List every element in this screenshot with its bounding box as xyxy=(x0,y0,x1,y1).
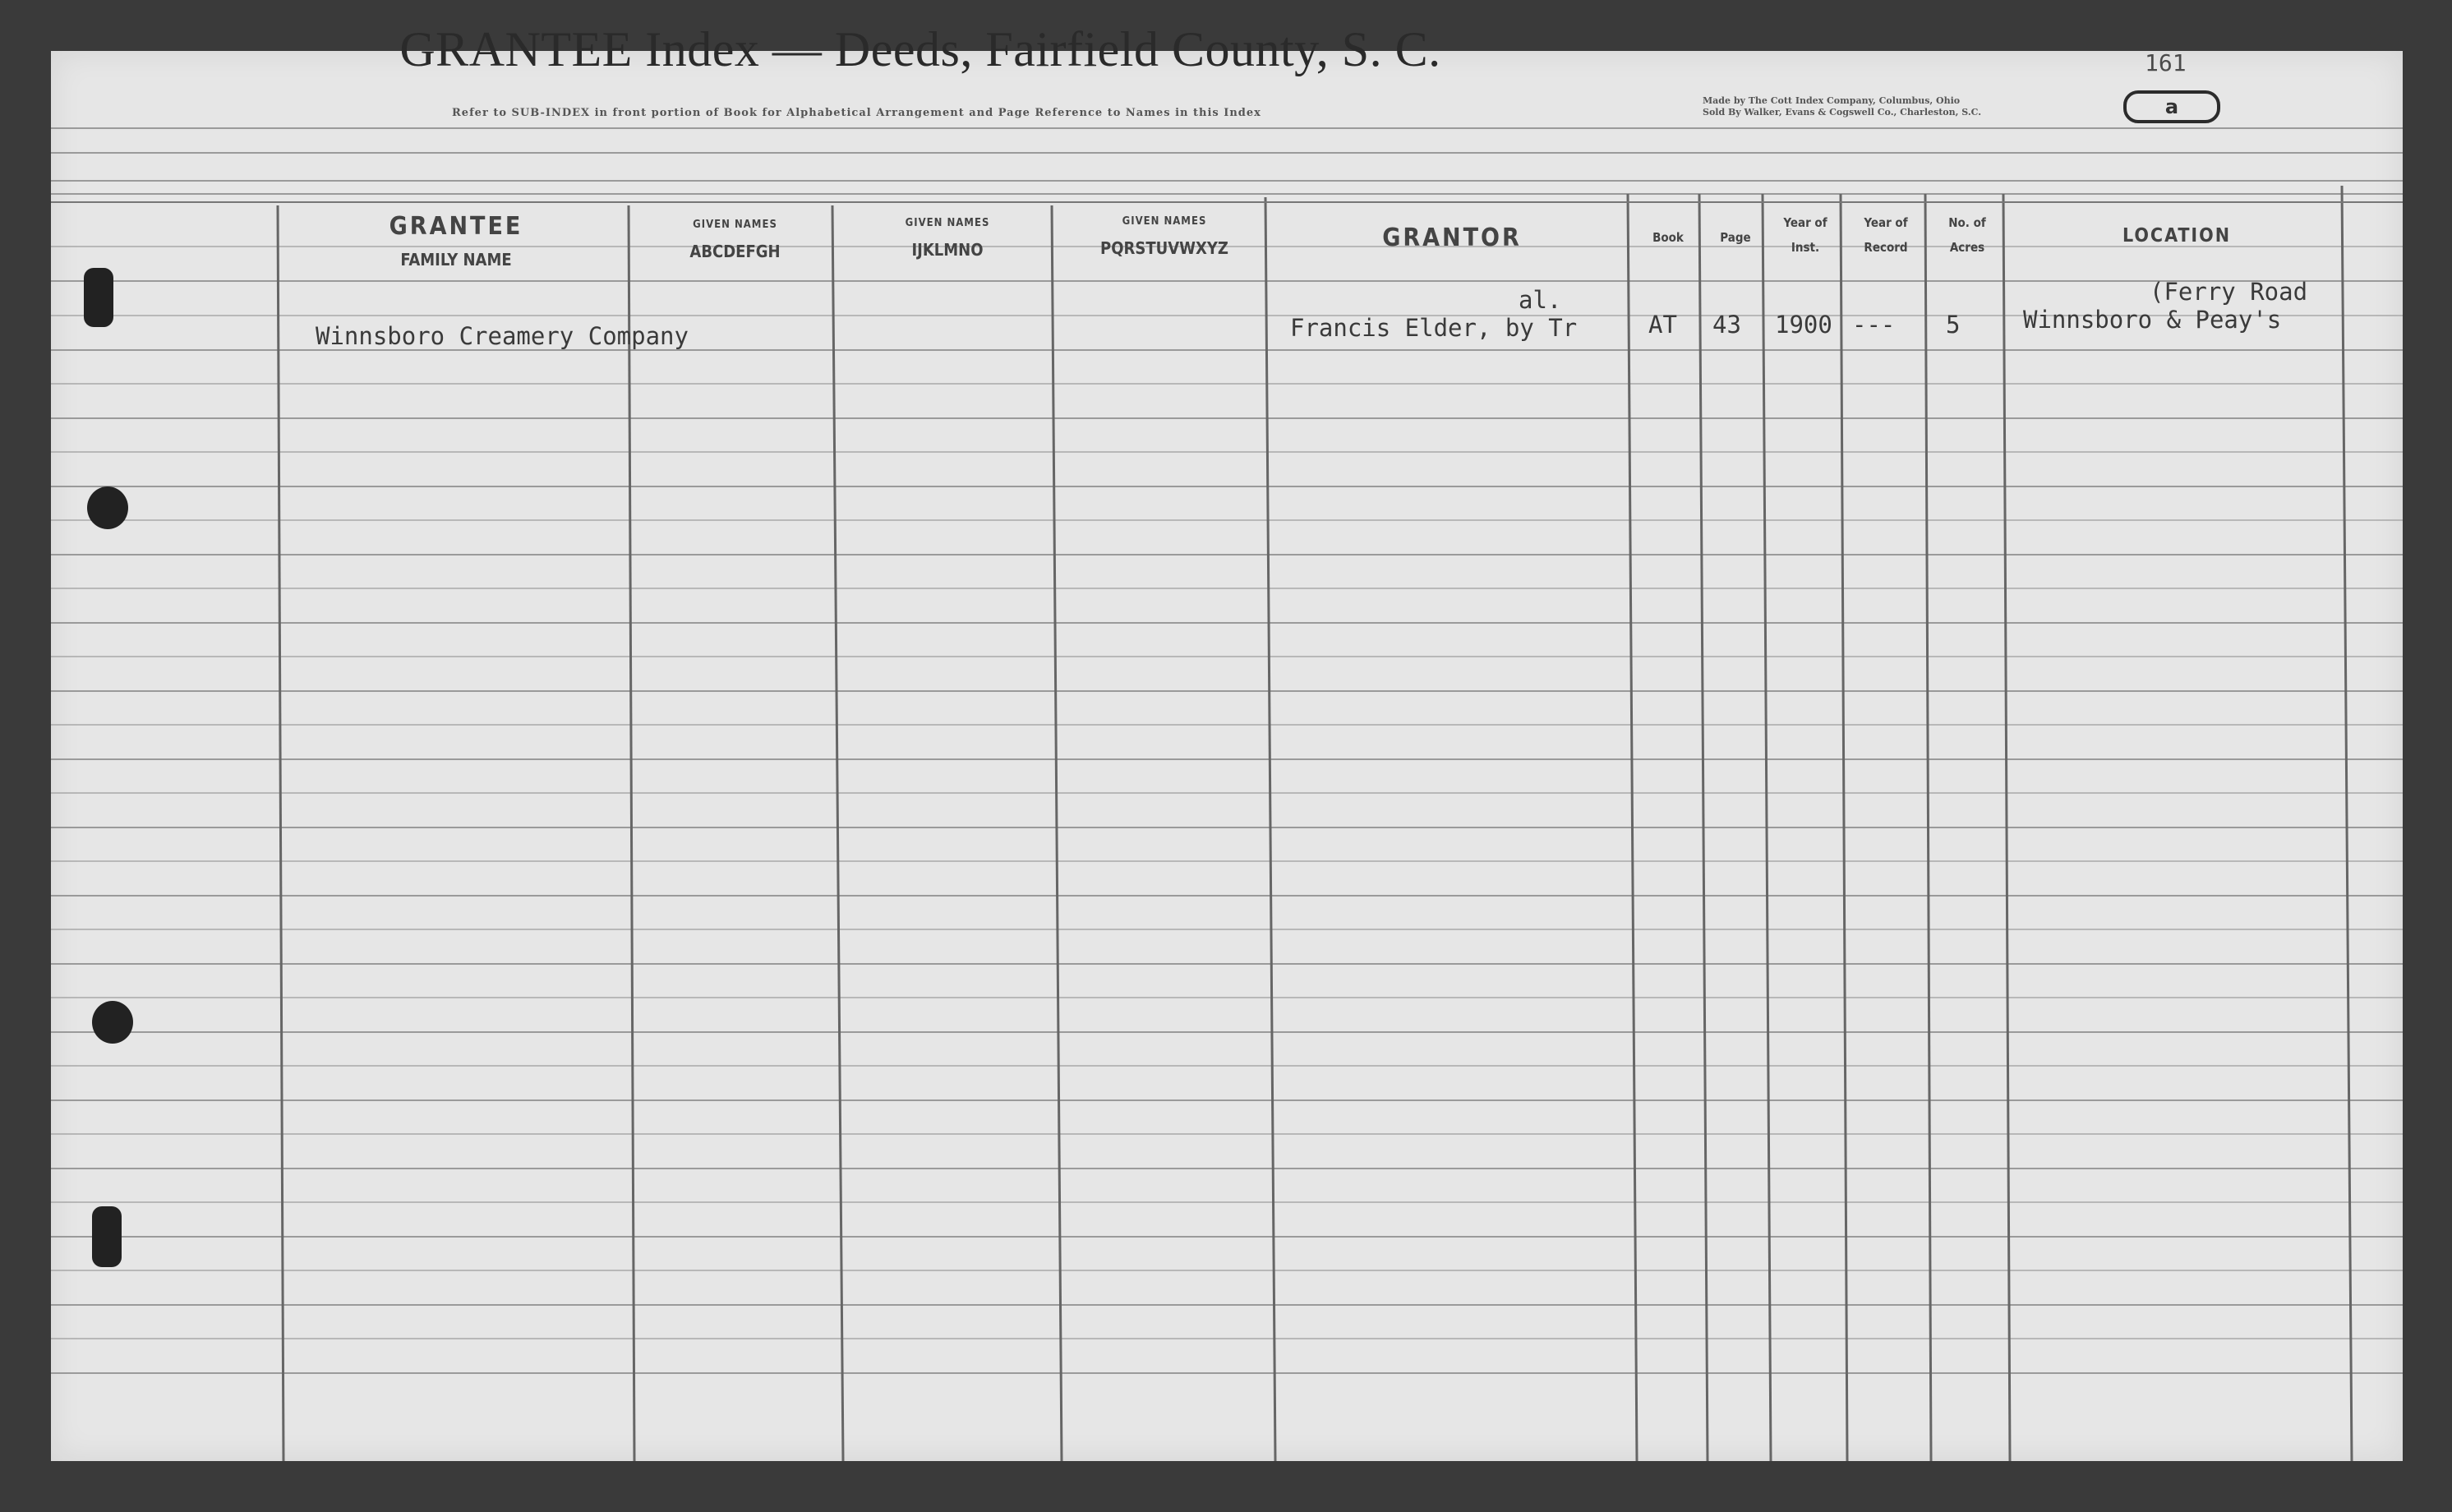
entry-book: AT xyxy=(1648,311,1677,339)
header-given-names-3: PQRSTUVWXYZ xyxy=(1100,238,1228,258)
entry-acres: 5 xyxy=(1946,311,1961,339)
header-year-record: Year of Record xyxy=(1864,215,1908,255)
binder-hole-upper xyxy=(87,486,128,529)
header-family-name: FAMILY NAME xyxy=(400,250,512,270)
column-rules xyxy=(278,186,2352,1461)
entry-year-record: --- xyxy=(1852,311,1896,339)
binder-slot-bottom xyxy=(92,1206,122,1267)
subtitle-instruction: Refer to SUB-INDEX in front portion of Book for Alphabetical Arrangement and Page Reference to Names in this Index xyxy=(452,107,1261,119)
header-given-names-1: ABCDEFGH xyxy=(689,242,781,261)
entry-year-inst: 1900 xyxy=(1775,311,1832,339)
entry-grantor-line-2: Francis Elder, by Tr xyxy=(1290,314,1578,342)
header-year-inst: Year of Inst. xyxy=(1783,215,1827,255)
entry-page: 43 xyxy=(1712,311,1741,339)
entry-grantor-line-1: al. xyxy=(1519,286,1562,314)
page-title: GRANTEE Index — Deeds, Fairfield County, S. C. xyxy=(399,22,1441,76)
header-given-names-2-title: GIVEN NAMES xyxy=(905,217,990,229)
header-grantor: GRANTOR xyxy=(1382,224,1522,252)
binder-slot-top xyxy=(84,268,113,327)
header-location: LOCATION xyxy=(2122,225,2232,247)
entry-location-line-2: Winnsboro & Peay's xyxy=(2023,306,2282,334)
header-given-names-1-title: GIVEN NAMES xyxy=(693,219,777,231)
page-number: 161 xyxy=(2145,49,2187,76)
header-acres: No. of Acres xyxy=(1948,215,1986,255)
binder-hole-lower xyxy=(92,1001,133,1044)
maker-line-2: Sold By Walker, Evans & Cogswell Co., Charleston, S.C. xyxy=(1703,107,1982,118)
entry-location-line-1: (Ferry Road xyxy=(2150,278,2308,306)
maker-line-1: Made by The Cott Index Company, Columbus, Ohio xyxy=(1703,95,1961,106)
index-tab[interactable]: a xyxy=(2123,90,2220,123)
half-rules xyxy=(51,247,2403,1339)
header-given-names-2: IJKLMNO xyxy=(911,240,984,260)
header-page: Page xyxy=(1720,230,1751,245)
header-given-names-3-title: GIVEN NAMES xyxy=(1122,215,1207,228)
entry-grantee: Winnsboro Creamery Company xyxy=(316,322,689,350)
header-grantee: GRANTEE xyxy=(389,212,523,241)
header-book: Book xyxy=(1652,230,1684,245)
